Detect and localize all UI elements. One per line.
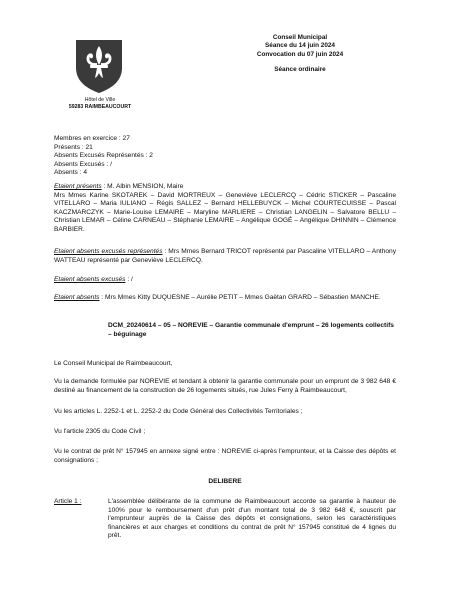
present-count: Présents : 21 [54,143,93,151]
delibere-heading: DELIBERE [208,478,242,485]
deliberation-title: DCM_20240614 – 05 – NOREVIE – Garantie communale d'emprunt – 26 logements collectifs – béguinage [108,322,394,338]
town-hall-label: Hôtel de Ville [84,97,116,103]
present-members [54,183,396,235]
attendance-summary [54,135,153,178]
council-title: Conseil Municipal [272,34,328,41]
article1-label: Article 1 : [54,498,82,505]
excused-section [54,276,133,285]
excused-represented-text: : Mrs Mmes Bernard TRICOT représenté par Pascaline VITELLARO – Anthony WATTEAU représenté par Geneviève LECLERCQ. [54,248,396,264]
absent-label: Etaient absents [54,294,100,301]
excused-represented-label: Etaient absents excusés représentés [54,248,163,255]
convocation-date: Convocation du 07 juin 2024 [256,50,344,58]
absent-count: Absents : 4 [54,169,87,177]
town-logo [70,38,128,94]
town-postcode-name: 59283 RAIMBEAUCOURT [68,104,132,110]
mayor-line: : M. Albin MENSION, Maire [101,183,184,190]
excused-represented-section [54,248,396,265]
body-request: Vu la demande formulée par NOREVIE et tendant à obtenir la garantie communale pour un emprunt de 3 982 648 € destiné au financement de la construction de 26 logements situés, rue Jules Ferry à Raimbeaucourt, [54,378,396,394]
excused-label: Etaient absents excusés [54,276,126,283]
absent-text: : Mrs Mmes Kitty DUQUESNE – Aurélie PETIT – Mmes Gaëtan GRARD – Sébastien MANCHE. [99,294,381,301]
members-in-office: Membres en exercice : 27 [54,135,130,142]
body-civil-code: Vu l'article 2305 du Code Civil ; [54,428,146,435]
session-type: Séance ordinaire [274,66,326,74]
excused-represented-count: Absents Excusés Représentés : 2 [54,152,153,160]
body-articles: Vu les articles L. 2252-1 et L. 2252-2 du Code Général des Collectivités Territoriales ; [54,408,303,415]
present-members-list: Mrs Mmes Karine SKOTAREK – David MORTREUX – Geneviève LECLERCQ – Cédric STICKER – Pascaline VITELLARO – Maria IULIANO – Régis SALLEZ – Bernard HELLEBUYCK – Michel COURTECUISSE – Pascal KACZMARCZYK – Marie-Louise LEMAIRE – Maryline MARLIERE – Christian LANGELIN – Salvatore BELLU – Christian LEMAR – Céline CARNEAU – Stéphanie LEMAIRE – Angélique GOGÉ – Angélique DHINNIN – Clémence BARBIER. [54,191,396,233]
excused-count: Absents Excusés : / [54,160,112,168]
excused-text: : / [125,276,133,283]
session-header [230,34,370,75]
body-contract: Vu le contrat de prêt N° 157945 en annexe signé entre : NOREVIE ci-après l'emprunteur, et la Caisse des dépôts et consignations ; [54,448,396,464]
article1-text: L'assemblée délibérante de la commune de Raimbeaucourt accorde sa garantie à hauteur de 100% pour le remboursement d'un prêt d'un montant total de 3 982 648 €, souscrit par l'emprunteur auprès de la Caisse des dépôts et consignations, selon les caractéristiques financières et aux charges et conditions du contrat de prêt N° 157945 constitué de 4 lignes du prêt. [108,498,396,540]
fleur-de-lis-shield-icon [74,38,124,94]
town-address [60,97,140,111]
session-date: Séance du 14 juin 2024 [265,42,335,50]
present-label: Etaient présents [54,183,102,190]
absent-section [54,294,381,303]
body-intro: Le Conseil Municipal de Raimbeaucourt, [54,360,173,367]
